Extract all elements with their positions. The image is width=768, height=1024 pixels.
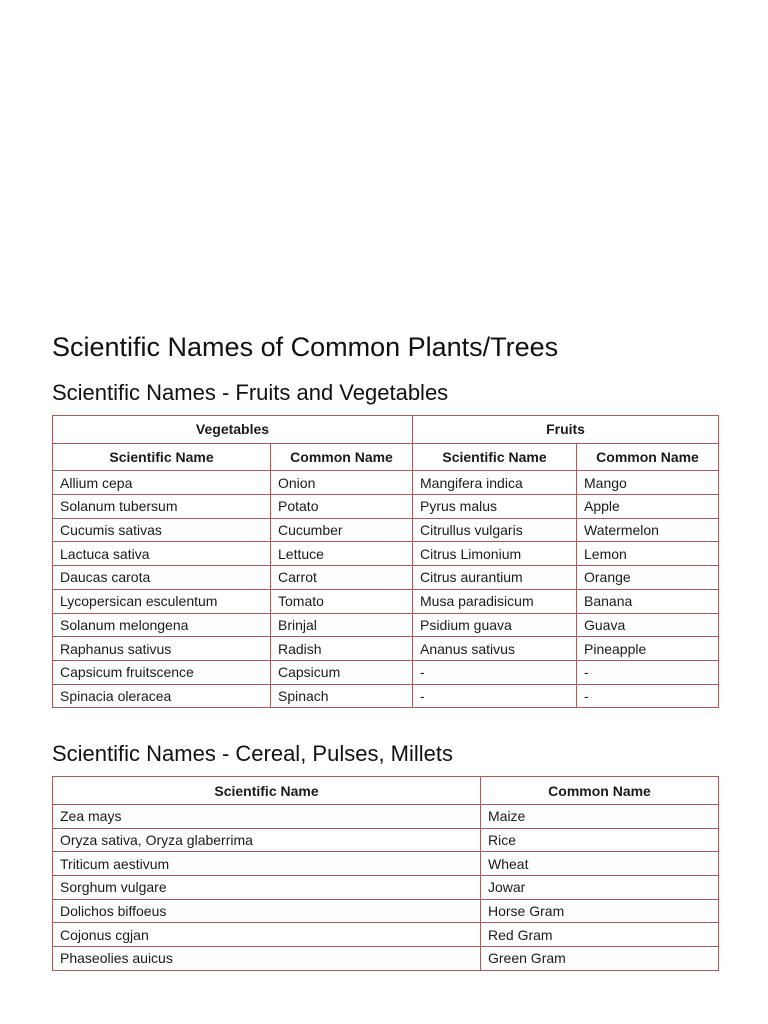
group-header-fruits: Fruits: [413, 416, 719, 444]
table-cell: -: [577, 684, 719, 708]
group-header-vegetables: Vegetables: [53, 416, 413, 444]
column-header: Common Name: [577, 443, 719, 471]
table-cell: Raphanus sativus: [53, 637, 271, 661]
column-header: Scientific Name: [53, 777, 481, 805]
table-row: [53, 495, 719, 519]
table-cell: Phaseolies auicus: [53, 947, 481, 971]
table-cell: Maize: [481, 804, 719, 828]
table-row: [53, 852, 719, 876]
table-cell: Allium cepa: [53, 471, 271, 495]
column-header: Scientific Name: [53, 443, 271, 471]
table-cell: Oryza sativa, Oryza glaberrima: [53, 828, 481, 852]
table-row: [53, 613, 719, 637]
table-cell: Carrot: [271, 566, 413, 590]
table-cell: Dolichos biffoeus: [53, 899, 481, 923]
table-cell: Pyrus malus: [413, 495, 577, 519]
table-cell: Guava: [577, 613, 719, 637]
table-row: [53, 542, 719, 566]
section-heading-cereal-pulses-millets: Scientific Names - Cereal, Pulses, Millets: [52, 741, 454, 767]
table-cell: -: [413, 684, 577, 708]
table-row: [53, 518, 719, 542]
table-cell: Banana: [577, 589, 719, 613]
table-row: [53, 828, 719, 852]
table-row: [53, 876, 719, 900]
table-cell: Solanum tubersum: [53, 495, 271, 519]
table-group-header-row: [53, 416, 719, 444]
table-row: [53, 637, 719, 661]
table-cell: Orange: [577, 566, 719, 590]
table-cell: Pineapple: [577, 637, 719, 661]
table-cell: Lycopersican esculentum: [53, 589, 271, 613]
table-cell: Musa paradisicum: [413, 589, 577, 613]
table-cell: Wheat: [481, 852, 719, 876]
table-cell: Lemon: [577, 542, 719, 566]
table-cell: Rice: [481, 828, 719, 852]
table-cell: Cojonus cgjan: [53, 923, 481, 947]
table-cell: Tomato: [271, 589, 413, 613]
table-cell: Brinjal: [271, 613, 413, 637]
table-cell: Daucas carota: [53, 566, 271, 590]
column-header: Common Name: [271, 443, 413, 471]
table-cell: Citrus Limonium: [413, 542, 577, 566]
table-header-row: [53, 777, 719, 805]
table-row: [53, 684, 719, 708]
table-cell: Capsicum fruitscence: [53, 660, 271, 684]
table-cell: Onion: [271, 471, 413, 495]
table-cell: Zea mays: [53, 804, 481, 828]
table-row: [53, 947, 719, 971]
table-row: [53, 923, 719, 947]
table-cell: Mango: [577, 471, 719, 495]
table-row: [53, 660, 719, 684]
table-cell: Radish: [271, 637, 413, 661]
table-cell: Spinacia oleracea: [53, 684, 271, 708]
table-cell: Spinach: [271, 684, 413, 708]
page-title: Scientific Names of Common Plants/Trees: [52, 332, 559, 362]
fruits-vegetables-table: [52, 415, 719, 708]
table-cell: Horse Gram: [481, 899, 719, 923]
table-cell: -: [577, 660, 719, 684]
table-cell: Jowar: [481, 876, 719, 900]
table-row: [53, 471, 719, 495]
cereal-pulses-millets-table-body: [53, 804, 719, 970]
column-header: Scientific Name: [413, 443, 577, 471]
table-cell: Potato: [271, 495, 413, 519]
table-cell: Cucumber: [271, 518, 413, 542]
table-cell: Cucumis sativas: [53, 518, 271, 542]
table-cell: Apple: [577, 495, 719, 519]
table-cell: Lettuce: [271, 542, 413, 566]
table-cell: Psidium guava: [413, 613, 577, 637]
document-content: [52, 328, 718, 971]
table-cell: Lactuca sativa: [53, 542, 271, 566]
table-cell: Watermelon: [577, 518, 719, 542]
table-cell: Sorghum vulgare: [53, 876, 481, 900]
table-cell: -: [413, 660, 577, 684]
table-header-row: [53, 443, 719, 471]
table-cell: Solanum melongena: [53, 613, 271, 637]
table-cell: Mangifera indica: [413, 471, 577, 495]
table-cell: Citrus aurantium: [413, 566, 577, 590]
cereal-pulses-millets-table: [52, 776, 719, 971]
table-cell: Green Gram: [481, 947, 719, 971]
table-cell: Red Gram: [481, 923, 719, 947]
column-header: Common Name: [481, 777, 719, 805]
table-cell: Ananus sativus: [413, 637, 577, 661]
fruits-vegetables-table-body: [53, 471, 719, 708]
table-cell: Capsicum: [271, 660, 413, 684]
table-row: [53, 566, 719, 590]
table-row: [53, 589, 719, 613]
table-row: [53, 899, 719, 923]
table-cell: Citrullus vulgaris: [413, 518, 577, 542]
table-row: [53, 804, 719, 828]
table-cell: Triticum aestivum: [53, 852, 481, 876]
section-heading-fruits-vegetables: Scientific Names - Fruits and Vegetables: [52, 380, 449, 405]
